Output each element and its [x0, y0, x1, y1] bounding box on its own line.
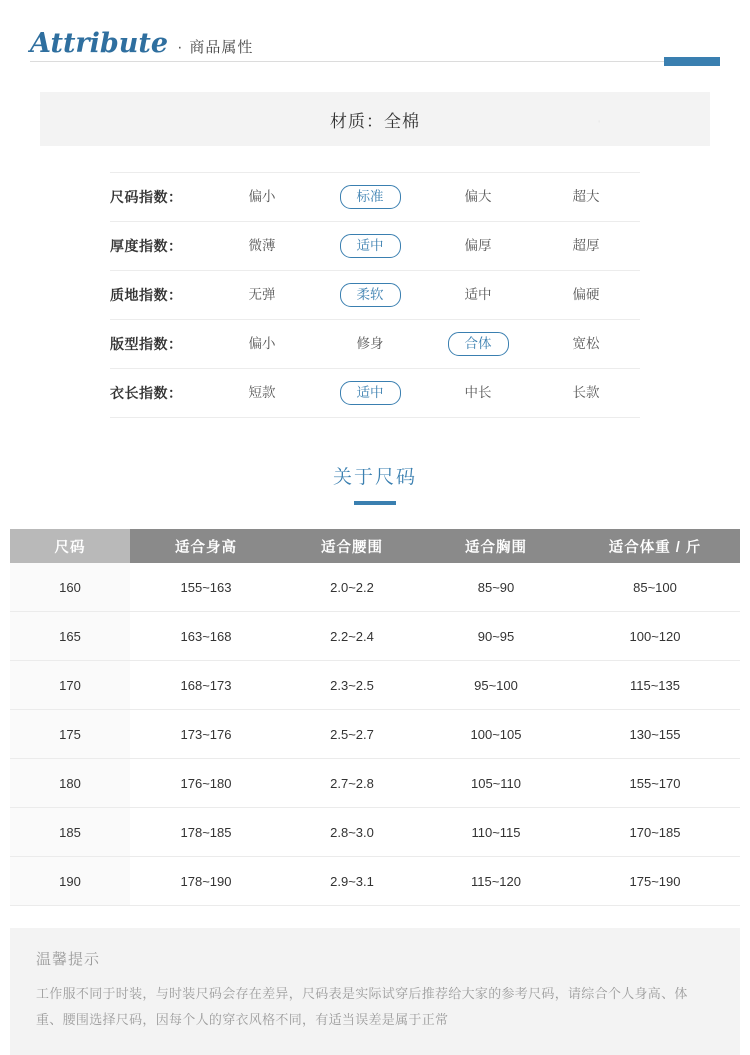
size-chart-table [10, 529, 740, 906]
index-row-thickness [110, 222, 640, 271]
index-option-label: 宽松 [572, 335, 600, 351]
cell-size: 165 [10, 612, 130, 661]
index-option[interactable] [208, 234, 316, 259]
index-option-label: 偏小 [248, 188, 276, 204]
tips-title: 温馨提示 [36, 951, 101, 968]
table-row [10, 857, 740, 906]
index-option[interactable] [532, 332, 640, 357]
index-option[interactable] [532, 283, 640, 308]
cell-waist: 2.8~3.0 [282, 808, 422, 857]
cell-height: 168~173 [130, 661, 282, 710]
index-option-label: 标准 [340, 185, 401, 210]
cell-bust: 115~120 [422, 857, 570, 906]
index-option-label: 微薄 [248, 237, 276, 253]
index-option-label: 无弹 [248, 286, 276, 302]
index-row-length [110, 369, 640, 418]
column-header-height: 适合身高 [130, 529, 282, 563]
table-row [10, 710, 740, 759]
cell-weight: 85~100 [570, 563, 740, 612]
size-section-title [0, 462, 750, 505]
index-options [208, 185, 640, 210]
table-row [10, 612, 740, 661]
cell-bust: 100~105 [422, 710, 570, 759]
index-options [208, 283, 640, 308]
cell-height: 155~163 [130, 563, 282, 612]
header-accent-bar [664, 57, 720, 66]
index-option-selected[interactable] [424, 332, 532, 357]
index-option-label: 偏小 [248, 335, 276, 351]
cell-weight: 100~120 [570, 612, 740, 661]
index-option-label: 超大 [572, 188, 600, 204]
index-option-label: 偏硬 [572, 286, 600, 302]
index-option-label: 偏厚 [464, 237, 492, 253]
cell-size: 180 [10, 759, 130, 808]
cell-size: 185 [10, 808, 130, 857]
decorative-mark: ' [598, 119, 600, 129]
cell-height: 178~185 [130, 808, 282, 857]
index-option-label: 适中 [340, 234, 401, 259]
column-header-waist: 适合腰围 [282, 529, 422, 563]
cell-height: 176~180 [130, 759, 282, 808]
cell-weight: 175~190 [570, 857, 740, 906]
index-option[interactable] [424, 283, 532, 308]
table-row [10, 563, 740, 612]
page-header [0, 0, 750, 78]
index-label: 尺码指数： [110, 189, 183, 205]
index-option-label: 偏大 [464, 188, 492, 204]
cell-bust: 95~100 [422, 661, 570, 710]
index-row-fit [110, 320, 640, 369]
index-option-label: 合体 [448, 332, 509, 357]
index-option[interactable] [208, 283, 316, 308]
cell-bust: 105~110 [422, 759, 570, 808]
cell-waist: 2.9~3.1 [282, 857, 422, 906]
index-option-selected[interactable] [316, 185, 424, 210]
tips-panel [10, 928, 740, 1055]
cell-size: 160 [10, 563, 130, 612]
index-option[interactable] [208, 381, 316, 406]
brand-name-en: Attribute [30, 28, 169, 59]
index-option[interactable] [208, 185, 316, 210]
index-options [208, 381, 640, 406]
index-option[interactable] [424, 234, 532, 259]
index-option-label: 长款 [572, 384, 600, 400]
cell-waist: 2.5~2.7 [282, 710, 422, 759]
table-row [10, 661, 740, 710]
index-option-label: 超厚 [572, 237, 600, 253]
cell-bust: 85~90 [422, 563, 570, 612]
cell-height: 178~190 [130, 857, 282, 906]
index-option-selected[interactable] [316, 234, 424, 259]
index-option-selected[interactable] [316, 381, 424, 406]
index-label: 厚度指数： [110, 238, 183, 254]
cell-weight: 155~170 [570, 759, 740, 808]
cell-size: 175 [10, 710, 130, 759]
index-label: 衣长指数： [110, 385, 183, 401]
index-row-size [110, 172, 640, 222]
table-row [10, 759, 740, 808]
index-option-label: 修身 [356, 335, 384, 351]
material-band [40, 92, 710, 146]
column-header-bust: 适合胸围 [422, 529, 570, 563]
cell-weight: 115~135 [570, 661, 740, 710]
cell-height: 173~176 [130, 710, 282, 759]
brand-name-cn: 商品属性 [189, 39, 254, 56]
cell-waist: 2.7~2.8 [282, 759, 422, 808]
cell-weight: 130~155 [570, 710, 740, 759]
brand-separator: · [177, 39, 183, 56]
index-option-label: 中长 [464, 384, 492, 400]
index-option-selected[interactable] [316, 283, 424, 308]
cell-bust: 90~95 [422, 612, 570, 661]
cell-bust: 110~115 [422, 808, 570, 857]
index-option-label: 适中 [464, 286, 492, 302]
tips-body: 工作服不同于时装，与时装尺码会存在差异，尺码表是实际试穿后推荐给大家的参考尺码，请综合个人身高、体重、腰围选择尺码，因每个人的穿衣风格不同，有适当误差是属于正常 [36, 986, 688, 1027]
cell-weight: 170~185 [570, 808, 740, 857]
index-option[interactable] [424, 381, 532, 406]
section-title-underline [354, 501, 396, 505]
header-divider [30, 61, 720, 62]
index-option-label: 短款 [248, 384, 276, 400]
index-option[interactable] [532, 234, 640, 259]
brand-block [30, 0, 720, 59]
index-label: 版型指数： [110, 336, 183, 352]
index-row-texture [110, 271, 640, 320]
cell-waist: 2.2~2.4 [282, 612, 422, 661]
table-header-row [10, 529, 740, 563]
attribute-index-list [110, 172, 640, 418]
index-option[interactable] [208, 332, 316, 357]
section-title-text: 关于尺码 [332, 467, 417, 488]
index-label: 质地指数： [110, 287, 183, 303]
index-option-label: 适中 [340, 381, 401, 406]
index-options [208, 332, 640, 357]
column-header-size: 尺码 [10, 529, 130, 563]
cell-waist: 2.3~2.5 [282, 661, 422, 710]
cell-size: 190 [10, 857, 130, 906]
material-text: 材质：全棉 [330, 111, 420, 131]
index-option[interactable] [532, 381, 640, 406]
index-option-label: 柔软 [340, 283, 401, 308]
cell-height: 163~168 [130, 612, 282, 661]
index-option[interactable] [424, 185, 532, 210]
index-options [208, 234, 640, 259]
column-header-weight: 适合体重 / 斤 [570, 529, 740, 563]
index-option[interactable] [532, 185, 640, 210]
index-option[interactable] [316, 332, 424, 357]
cell-size: 170 [10, 661, 130, 710]
cell-waist: 2.0~2.2 [282, 563, 422, 612]
table-row [10, 808, 740, 857]
